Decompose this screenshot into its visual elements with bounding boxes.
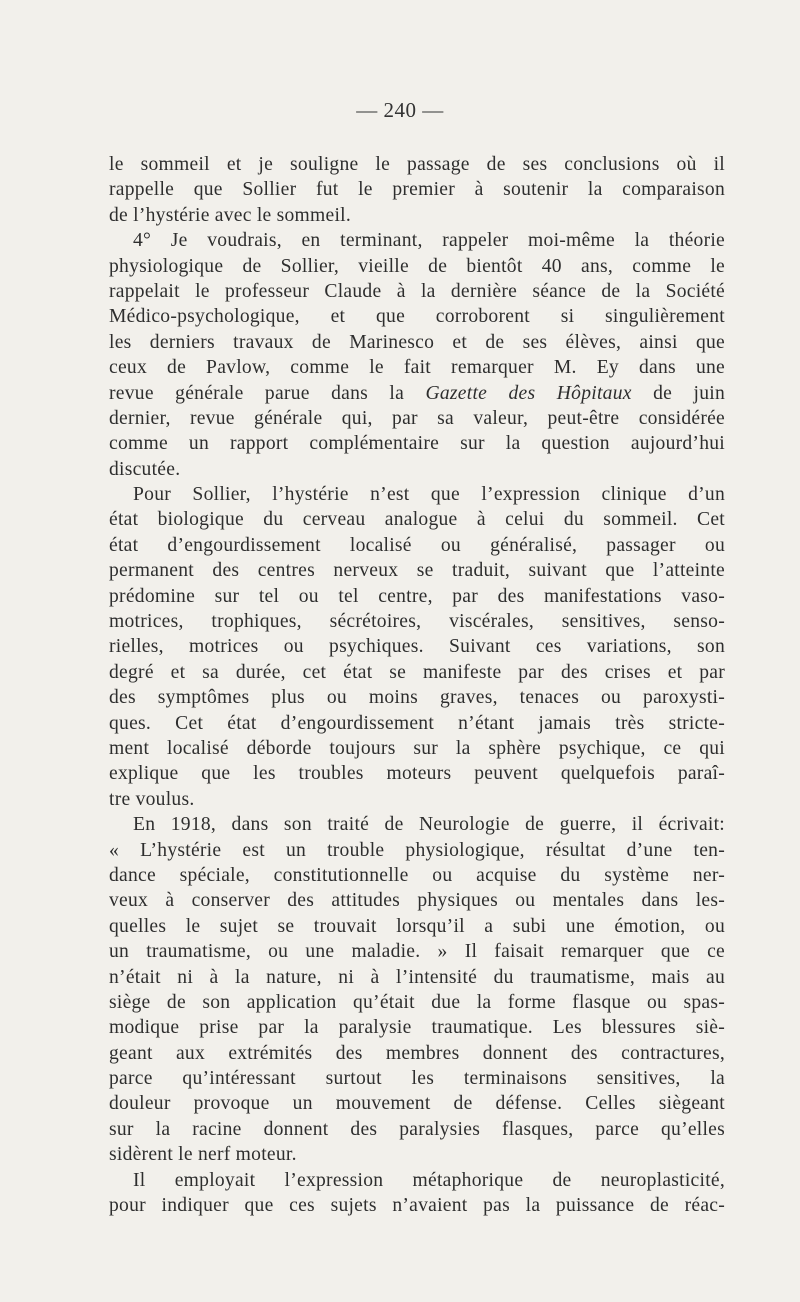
text-line: rappelait le professeur Claude à la dernière séance de la Société bbox=[109, 280, 725, 302]
text-line: comme un rapport complémentaire sur la question aujourd’hui bbox=[109, 433, 725, 455]
text-line: sur la racine donnent des paralysies flasques, parce qu’elles bbox=[109, 1118, 725, 1140]
text-line: discutée. bbox=[109, 458, 181, 480]
text-line: dance spéciale, constitutionnelle ou acquise du système ner- bbox=[109, 864, 725, 886]
text-line: tre voulus. bbox=[109, 788, 195, 810]
text-line: motrices, trophiques, sécrétoires, viscérales, sensitives, senso- bbox=[109, 611, 725, 633]
text-line: douleur provoque un mouvement de défense. Celles siègeant bbox=[109, 1093, 725, 1115]
text-line: n’était ni à la nature, ni à l’intensité du traumatisme, mais au bbox=[109, 966, 725, 988]
text-line-segment: de juin bbox=[631, 382, 725, 404]
text-line: sidèrent le nerf moteur. bbox=[109, 1144, 297, 1166]
text-line: parce qu’intéressant surtout les terminaisons sensitives, la bbox=[109, 1068, 725, 1090]
text-line: 4° Je voudrais, en terminant, rappeler moi-même la théorie bbox=[133, 230, 725, 252]
journal-title: Gazette des Hôpitaux bbox=[425, 382, 632, 404]
text-line: Médico-psychologique, et que corroborent si singulièrement bbox=[109, 306, 725, 328]
text-line: dernier, revue générale qui, par sa valeur, peut-être considérée bbox=[109, 407, 725, 429]
text-line bbox=[109, 381, 725, 406]
text-line: physiologique de Sollier, vieille de bientôt 40 ans, comme le bbox=[109, 255, 725, 277]
text-line: permanent des centres nerveux se traduit, suivant que l’atteinte bbox=[109, 560, 725, 582]
text-line: rappelle que Sollier fut le premier à soutenir la comparaison bbox=[109, 179, 725, 201]
text-line: explique que les troubles moteurs peuvent quelquefois paraî- bbox=[109, 763, 725, 785]
text-line: degré et sa durée, cet état se manifeste par des crises et par bbox=[109, 661, 725, 683]
text-line: « L’hystérie est un trouble physiologique, résultat d’une ten- bbox=[109, 839, 725, 861]
text-line: de l’hystérie avec le sommeil. bbox=[109, 204, 351, 226]
text-line: En 1918, dans son traité de Neurologie de guerre, il écrivait: bbox=[133, 814, 725, 836]
text-line: Il employait l’expression métaphorique de neuroplasticité, bbox=[133, 1169, 725, 1191]
text-line: prédomine sur tel ou tel centre, par des manifestations vaso- bbox=[109, 585, 725, 607]
page-number: — 240 — bbox=[356, 98, 444, 122]
text-line: des symptômes plus ou moins graves, tenaces ou paroxysti- bbox=[109, 687, 725, 709]
text-line: siège de son application qu’était due la forme flasque ou spas- bbox=[109, 991, 725, 1013]
text-line: ceux de Pavlow, comme le fait remarquer M. Ey dans une bbox=[109, 357, 725, 379]
text-line: ment localisé déborde toujours sur la sphère psychique, ce qui bbox=[109, 737, 725, 759]
text-line: Pour Sollier, l’hystérie n’est que l’expression clinique d’un bbox=[133, 484, 725, 506]
body-text bbox=[109, 152, 725, 1218]
text-line: veux à conserver des attitudes physiques ou mentales dans les- bbox=[109, 890, 725, 912]
text-line: ques. Cet état d’engourdissement n’étant jamais très stricte- bbox=[109, 712, 725, 734]
text-line: état biologique du cerveau analogue à celui du sommeil. Cet bbox=[109, 509, 725, 531]
text-line: état d’engourdissement localisé ou généralisé, passager ou bbox=[109, 534, 725, 556]
text-line: un traumatisme, ou une maladie. » Il faisait remarquer que ce bbox=[109, 941, 725, 963]
text-line: modique prise par la paralysie traumatique. Les blessures siè- bbox=[109, 1017, 725, 1039]
text-line: geant aux extrémités des membres donnent des contractures, bbox=[109, 1042, 725, 1064]
text-line: le sommeil et je souligne le passage de ses conclusions où il bbox=[109, 154, 725, 175]
text-line: pour indiquer que ces sujets n’avaient pas la puissance de réac- bbox=[109, 1195, 725, 1217]
text-line: les derniers travaux de Marinesco et de ses élèves, ainsi que bbox=[109, 331, 725, 353]
text-line: quelles le sujet se trouvait lorsqu’il a subi une émotion, ou bbox=[109, 915, 725, 937]
text-line-segment: revue générale parue dans la bbox=[109, 382, 426, 404]
text-line: rielles, motrices ou psychiques. Suivant ces variations, son bbox=[109, 636, 725, 658]
